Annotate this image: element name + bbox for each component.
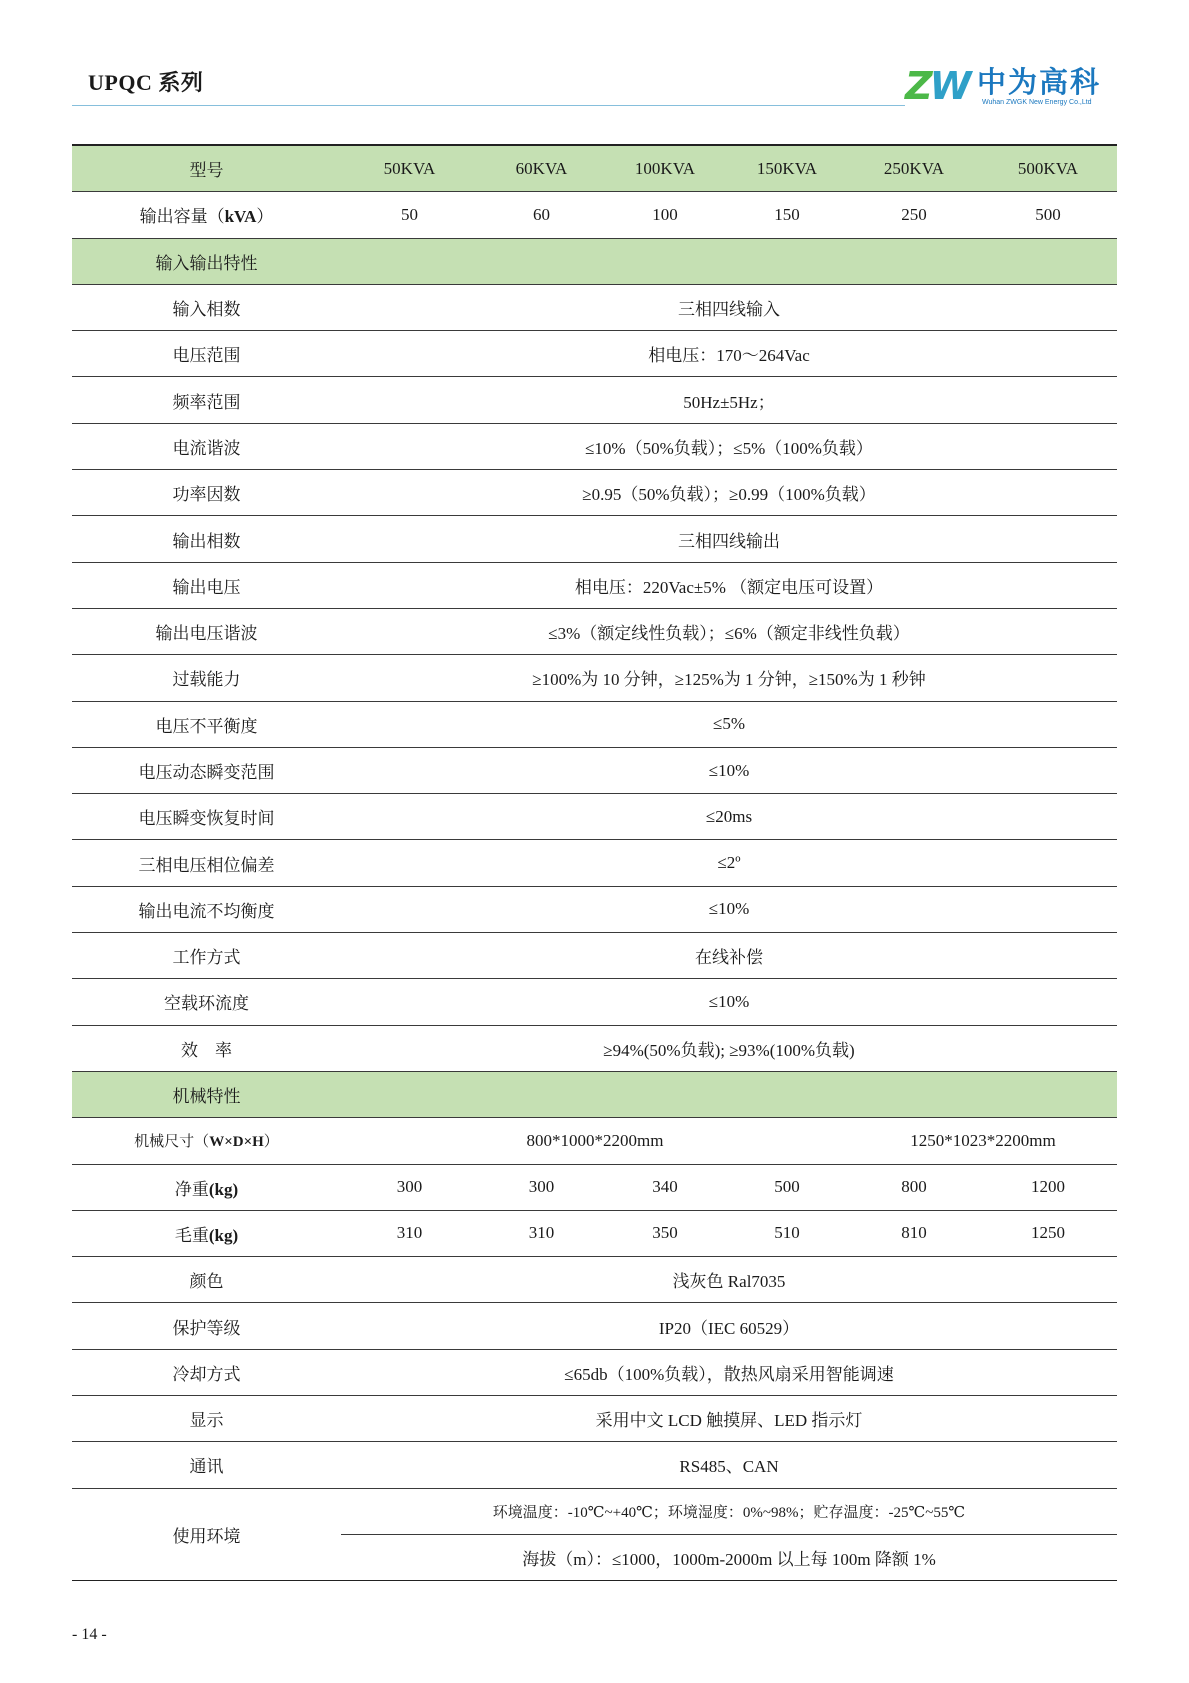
dimensions-label-unit: W×D×H	[209, 1134, 264, 1151]
model-label: 型号	[189, 161, 224, 181]
gross-weight-value: 310	[528, 1223, 555, 1243]
capacity-value: 100	[652, 204, 678, 224]
spec-label: 输出电流不均衡度	[138, 901, 275, 921]
capacity-label-close: ）	[256, 207, 274, 227]
spec-value: 相电压：170～264Vac	[648, 346, 810, 366]
dimensions-value: 1250*1023*2200mm	[910, 1130, 1056, 1150]
spec-row	[72, 702, 1117, 748]
model-500kva: 500KVA	[1017, 158, 1079, 178]
page-number: - 14 -	[72, 1626, 107, 1643]
spec-value: ≤2º	[717, 853, 741, 873]
spec-label: 电压动态瞬变范围	[138, 763, 275, 782]
spec-label: 电压瞬变恢复时间	[138, 809, 275, 829]
net-weight-value: 340	[652, 1177, 678, 1197]
capacity-value: 50	[401, 204, 418, 224]
spec-value: 采用中文 LCD 触摸屏、LED 指示灯	[595, 1411, 863, 1431]
spec-value: ≥0.95（50%负载）；≥0.99（100%负载）	[582, 485, 876, 505]
spec-row	[72, 285, 1117, 331]
spec-label: 电压范围	[172, 346, 241, 366]
company-logo	[905, 64, 1117, 110]
spec-row	[72, 1257, 1117, 1303]
model-150kva: 150KVA	[756, 158, 818, 178]
spec-row	[72, 563, 1117, 609]
dimensions-value: 800*1000*2200mm	[526, 1130, 664, 1150]
capacity-value: 150	[774, 204, 800, 224]
spec-row	[72, 933, 1117, 979]
logo-subtitle: Wuhan ZWGK New Energy Co.,Ltd	[982, 99, 1092, 106]
spec-value: ≤10%	[708, 991, 750, 1011]
gross-weight-value: 810	[901, 1223, 927, 1243]
spec-label: 保护等级	[172, 1318, 241, 1338]
spec-value: ≤10%（50%负载）；≤5%（100%负载）	[585, 438, 873, 458]
header-rule	[72, 105, 905, 106]
dimensions-label-text: 机械尺寸（	[134, 1134, 210, 1151]
net-weight-label-text: 净重	[174, 1179, 209, 1199]
spec-label: 三相电压相位偏差	[138, 855, 275, 875]
spec-row	[72, 748, 1117, 794]
dimensions-label	[72, 1130, 341, 1151]
logo-letter-z: Z	[905, 64, 930, 108]
spec-value: 50Hz±5Hz；	[683, 392, 775, 412]
spec-table	[72, 144, 1117, 1581]
environment-conditions: 环境温度：-10℃~+40℃；环境湿度：0%~98%；贮存温度：-25℃~55℃	[341, 1489, 1117, 1535]
spec-row	[72, 609, 1117, 655]
spec-label: 工作方式	[172, 948, 241, 968]
spec-value: IP20（IEC 60529）	[658, 1318, 800, 1338]
gross-weight-label	[72, 1221, 341, 1246]
spec-value: 相电压：220Vac±5% （额定电压可设置）	[574, 577, 884, 597]
spec-value: 在线补偿	[695, 948, 763, 968]
spec-row	[72, 1396, 1117, 1442]
section-title-io: 输入输出特性	[155, 253, 258, 273]
spec-label: 效 率	[181, 1040, 232, 1060]
dimensions-row	[72, 1118, 1117, 1164]
environment-values	[341, 1489, 1117, 1581]
spec-value: ≤10%	[708, 760, 750, 780]
spec-value: 三相四线输出	[678, 531, 780, 551]
model-50kva: 50KVA	[383, 158, 436, 178]
gross-weight-label-text: 毛重	[174, 1225, 209, 1245]
spec-row	[72, 424, 1117, 470]
net-weight-label-unit: (kg)	[208, 1179, 239, 1199]
net-weight-value: 300	[396, 1177, 423, 1197]
spec-row	[72, 1303, 1117, 1349]
environment-label: 使用环境	[172, 1526, 241, 1546]
section-title-mechanical: 机械特性	[172, 1087, 241, 1107]
spec-label: 输入相数	[172, 300, 241, 320]
logo-company-name: 中为高科	[977, 65, 1102, 99]
spec-value: ≤5%	[713, 714, 745, 734]
net-weight-value: 500	[774, 1177, 800, 1197]
spec-row	[72, 655, 1117, 701]
spec-label: 输出电压谐波	[155, 624, 258, 644]
gross-weight-row	[72, 1211, 1117, 1257]
environment-row	[72, 1489, 1117, 1582]
spec-value: 浅灰色 Ral7035	[672, 1272, 786, 1292]
spec-row	[72, 979, 1117, 1025]
logo-mark	[905, 66, 968, 106]
spec-row	[72, 887, 1117, 933]
spec-row	[72, 470, 1117, 516]
net-weight-value: 300	[528, 1177, 555, 1197]
spec-row	[72, 1350, 1117, 1396]
spec-row	[72, 1026, 1117, 1072]
spec-label: 电压不平衡度	[155, 716, 258, 736]
model-60kva: 60KVA	[515, 158, 568, 178]
spec-row	[72, 1442, 1117, 1488]
gross-weight-label-unit: (kg)	[208, 1225, 239, 1245]
net-weight-value: 1200	[1031, 1177, 1065, 1197]
spec-label: 空载环流度	[164, 994, 249, 1014]
model-250kva: 250KVA	[883, 158, 945, 178]
spec-row	[72, 794, 1117, 840]
net-weight-label	[72, 1175, 341, 1200]
spec-row	[72, 840, 1117, 886]
spec-label: 功率因数	[172, 485, 241, 505]
gross-weight-value: 350	[652, 1223, 678, 1243]
capacity-label-unit: kVA	[224, 207, 257, 227]
net-weight-row	[72, 1165, 1117, 1211]
net-weight-value: 800	[901, 1177, 927, 1197]
spec-value: ≤20ms	[705, 806, 753, 826]
capacity-label	[72, 202, 341, 227]
capacity-label-text: 输出容量（	[139, 207, 225, 227]
spec-label: 输出电压	[172, 577, 241, 597]
capacity-value: 250	[901, 204, 927, 224]
environment-altitude: 海拔（m）：≤1000，1000m-2000m 以上每 100m 降额 1%	[522, 1550, 936, 1570]
gross-weight-value: 510	[774, 1223, 800, 1243]
section-row-mechanical	[72, 1072, 1117, 1118]
spec-row	[72, 516, 1117, 562]
capacity-value: 500	[1035, 204, 1061, 224]
spec-value: 三相四线输入	[678, 300, 780, 320]
spec-row	[72, 377, 1117, 423]
spec-label: 过载能力	[172, 670, 241, 690]
model-100kva: 100KVA	[634, 158, 696, 178]
spec-label: 通讯	[189, 1457, 224, 1477]
spec-label: 颜色	[189, 1272, 224, 1292]
section-row-io	[72, 239, 1117, 285]
spec-label: 电流谐波	[172, 438, 241, 458]
spec-value: ≥100%为 10 分钟，≥125%为 1 分钟，≥150%为 1 秒钟	[532, 670, 926, 690]
spec-label: 输出相数	[172, 531, 241, 551]
series-title: UPQC 系列	[88, 70, 204, 95]
spec-label: 显示	[189, 1411, 224, 1431]
spec-label: 冷却方式	[172, 1364, 241, 1384]
spec-value: ≤3%（额定线性负载）；≤6%（额定非线性负载）	[548, 624, 910, 644]
model-header-row	[72, 146, 1117, 192]
spec-value: ≤65db（100%负载），散热风扇采用智能调速	[564, 1364, 894, 1384]
logo-letter-w: W	[929, 64, 969, 108]
capacity-value: 60	[533, 204, 550, 224]
capacity-row	[72, 192, 1117, 238]
spec-value: ≤10%	[708, 899, 750, 919]
gross-weight-value: 1250	[1031, 1223, 1065, 1243]
spec-value: RS485、CAN	[679, 1457, 779, 1477]
gross-weight-value: 310	[396, 1223, 423, 1243]
dimensions-label-close: ）	[263, 1134, 279, 1151]
spec-value: ≥94%(50%负载); ≥93%(100%负载)	[603, 1040, 855, 1060]
spec-row	[72, 331, 1117, 377]
spec-label: 频率范围	[172, 392, 241, 412]
